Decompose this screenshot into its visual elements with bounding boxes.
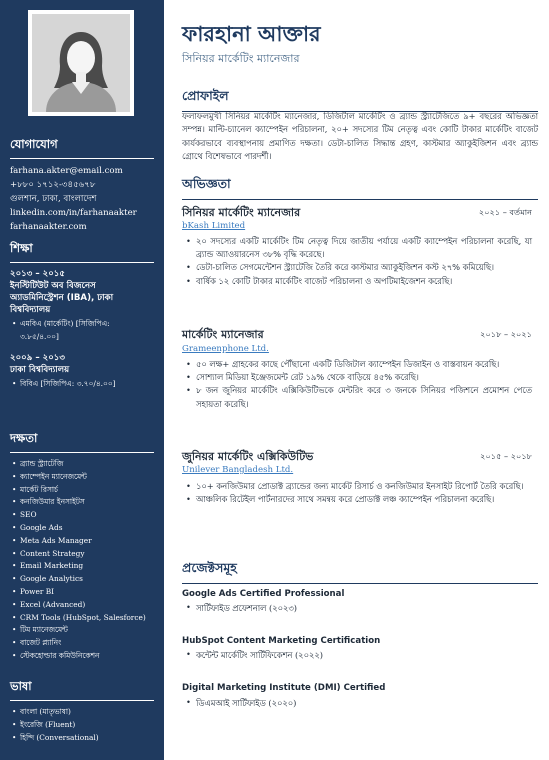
education-institution: বিশ্ববিদ্যালয় — [10, 305, 51, 315]
job-bullets — [182, 480, 532, 506]
education-years: ২০০৯ – ২০১৩ — [10, 352, 65, 363]
languages-heading: ভাষা — [10, 678, 154, 701]
project-title: Digital Marketing Institute (DMI) Certified — [182, 683, 386, 693]
job-bullets — [182, 358, 532, 411]
language-item: • বাংলা (মাতৃভাষা) — [10, 706, 154, 719]
job-bullet: • ৮ জন জুনিয়র মার্কেটিং এক্সিকিউটিভকে মেন্টরিং করে ৩ জনকে সিনিয়র পজিশনে প্রমোশন পেতে সহায়তা করেছি। — [182, 384, 532, 410]
contact-email[interactable]: farhana.akter@email.com — [10, 166, 123, 176]
job-title: জুনিয়র মার্কেটিং এক্সিকিউটিভ — [182, 450, 314, 463]
sidebar — [0, 0, 164, 760]
contact-phone: +৮৮০ ১৭১২-৩৪৫৬৭৮ — [10, 180, 96, 190]
contact-address: গুলশান, ঢাকা, বাংলাদেশ — [10, 194, 97, 204]
skill-item: • কনজিউমার ইনসাইটস — [10, 496, 154, 509]
skill-item: • মার্কেট রিসার্চ — [10, 484, 154, 497]
skill-item: • Google Analytics — [10, 573, 154, 586]
profile-photo-frame — [28, 10, 134, 116]
skill-item: • বাজেট প্ল্যানিং — [10, 637, 154, 650]
skill-item: • Email Marketing — [10, 560, 154, 573]
education-heading: শিক্ষা — [10, 240, 154, 263]
skill-item: • Google Ads — [10, 522, 154, 535]
job-bullet: • বার্ষিক ১২ কোটি টাকার মার্কেটিং বাজেট পরিচালনা ও অপটিমাইজেশন করেছি। — [182, 275, 532, 288]
skill-item: • ক্যাম্পেইন ম্যানেজমেন্ট — [10, 471, 154, 484]
job-dates: ২০২১ – বর্তমান — [478, 207, 532, 217]
job-bullet: • সোশ্যাল মিডিয়া ইঞ্জেজমেন্ট রেট ১৯% থেকে বাড়িয়ে ৪৫% করেছি। — [182, 371, 532, 384]
languages-section — [10, 678, 154, 744]
skill-item: • টিম ম্যানেজমেন্ট — [10, 624, 154, 637]
skill-item: • স্টেকহোল্ডার কমিউনিকেশন — [10, 650, 154, 663]
project-title: Google Ads Certified Professional — [182, 589, 345, 599]
profile-heading: প্রোফাইল — [182, 88, 538, 112]
project-detail: • কন্টেন্ট মার্কেটিং সার্টিফিকেশন (২০২২) — [182, 649, 323, 663]
job-bullet: • ৫০ লক্ষ+ গ্রাহকের কাছে পৌঁছানো একটি ডিজিটাল ক্যাম্পেইন ডিজাইন ও বাস্তবায়ন করেছি। — [182, 358, 532, 371]
job-bullet: • আঞ্চলিক রিটেইল পার্টনারদের সাথে সমন্বয় করে প্রোডাক্ট লঞ্চ ক্যাম্পেইন পরিচালনা করেছি। — [182, 493, 532, 506]
skills-section — [10, 430, 154, 663]
job-company-link[interactable]: Unilever Bangladesh Ltd. — [182, 465, 294, 475]
job-bullets — [182, 235, 532, 288]
candidate-role: সিনিয়র মার্কেটিং ম্যানেজার — [182, 52, 300, 65]
skill-item: • ব্র্যান্ড স্ট্র্যাটেজি — [10, 458, 154, 471]
skill-item: • Meta Ads Manager — [10, 535, 154, 548]
education-degree-list — [10, 378, 154, 391]
contact-website[interactable]: farhanaakter.com — [10, 222, 87, 232]
job-company-link[interactable]: bKash Limited — [182, 221, 246, 231]
avatar-placeholder-icon — [32, 14, 130, 112]
language-item: • হিন্দি (Conversational) — [10, 732, 154, 745]
skills-heading: দক্ষতা — [10, 430, 154, 453]
skill-item: • SEO — [10, 509, 154, 522]
education-years: ২০১৩ – ২০১৫ — [10, 269, 65, 279]
education-degree: • এমবিএ (মার্কেটিং) [সিজিপিএ: ৩.৮৫/৪.০০] — [10, 318, 154, 344]
education-degree-list — [10, 318, 154, 344]
projects-heading: প্রজেক্টসমূহ — [182, 560, 538, 584]
contact-section — [10, 136, 154, 234]
education-institution: ঢাকা বিশ্ববিদ্যালয় — [10, 364, 70, 375]
education-institution: ইনস্টিটিউট অব বিজনেস — [10, 281, 96, 291]
job-bullet: • ডেটা-চালিত সেগমেন্টেশন স্ট্র্যাটেজি তৈরি করে কাস্টমার অ্যাকুইজিশন কস্ট ২৭% কমিয়েছি। — [182, 261, 532, 274]
skills-list — [10, 458, 154, 663]
skill-item: • CRM Tools (HubSpot, Salesforce) — [10, 612, 154, 625]
project-detail: • সার্টিফাইড প্রফেশনাল (২০২৩) — [182, 602, 297, 616]
job-title: সিনিয়র মার্কেটিং ম্যানেজার — [182, 206, 301, 219]
profile-summary: ফলাফলমুখী সিনিয়র মার্কেটিং ম্যানেজার, ডিজিটাল মার্কেটিং ও ব্র্যান্ড স্ট্র্যাটেজিতে ৯+ বছরের অভিজ্ঞতা সম্পন্ন। মাল্টি-চ্যানেল ক্যাম্পেইন পরিচালনা, ২০+ সদস্যের টিম নেতৃত্ব এবং কোটি টাকার মার্কেটিং বাজেট কার্যকরভাবে ব্যবস্থাপনায় প্রমাণিত দক্ষতা। ডেটা-চালিত সিদ্ধান্ত গ্রহণ, কাস্টমার অ্যাকুইজিশন এবং ব্র্যান্ড গ্রোথে বিশেষভাবে পারদর্শী। — [182, 111, 538, 162]
education-section — [10, 240, 154, 390]
job-dates: ২০১৫ – ২০১৮ — [480, 451, 532, 461]
skill-item: • Content Strategy — [10, 548, 154, 561]
skill-item: • Excel (Advanced) — [10, 599, 154, 612]
job-company-link[interactable]: Grameenphone Ltd. — [182, 344, 269, 354]
contact-heading: যোগাযোগ — [10, 136, 154, 159]
job-bullet: • ১০+ কনজিউমার প্রোডাক্ট ব্র্যান্ডের জন্য মার্কেট রিসার্চ ও কনজিউমার ইনসাইট রিপোর্ট তৈরি করেছি। — [182, 480, 532, 493]
job-dates: ২০১৮ – ২০২১ — [480, 329, 532, 339]
job-bullet: • ২০ সদস্যের একটি মার্কেটিং টিম নেতৃত্ব দিয়ে জাতীয় পর্যায়ে একটি ক্যাম্পেইন পরিচালনা করেছি, যা ব্র্যান্ড অ্যাওয়ারনেস ৩৮% বৃদ্ধি করেছে। — [182, 235, 532, 261]
education-institution: অ্যাডমিনিস্ট্রেশন (IBA), ঢাকা — [10, 293, 114, 303]
project-title: HubSpot Content Marketing Certification — [182, 636, 381, 646]
education-degree: • বিবিএ [সিজিপিএ: ৩.৭০/৪.০০] — [10, 378, 154, 391]
contact-linkedin[interactable]: linkedin.com/in/farhanaakter — [10, 208, 137, 218]
job-title: মার্কেটিং ম্যানেজার — [182, 328, 264, 341]
language-item: • ইংরেজি (Fluent) — [10, 719, 154, 732]
languages-list — [10, 706, 154, 744]
candidate-name: ফারহানা আক্তার — [182, 22, 321, 46]
project-detail: • ডিএমআই সার্টিফাইড (২০২০) — [182, 697, 296, 711]
experience-heading: অভিজ্ঞতা — [182, 176, 538, 200]
skill-item: • Power BI — [10, 586, 154, 599]
